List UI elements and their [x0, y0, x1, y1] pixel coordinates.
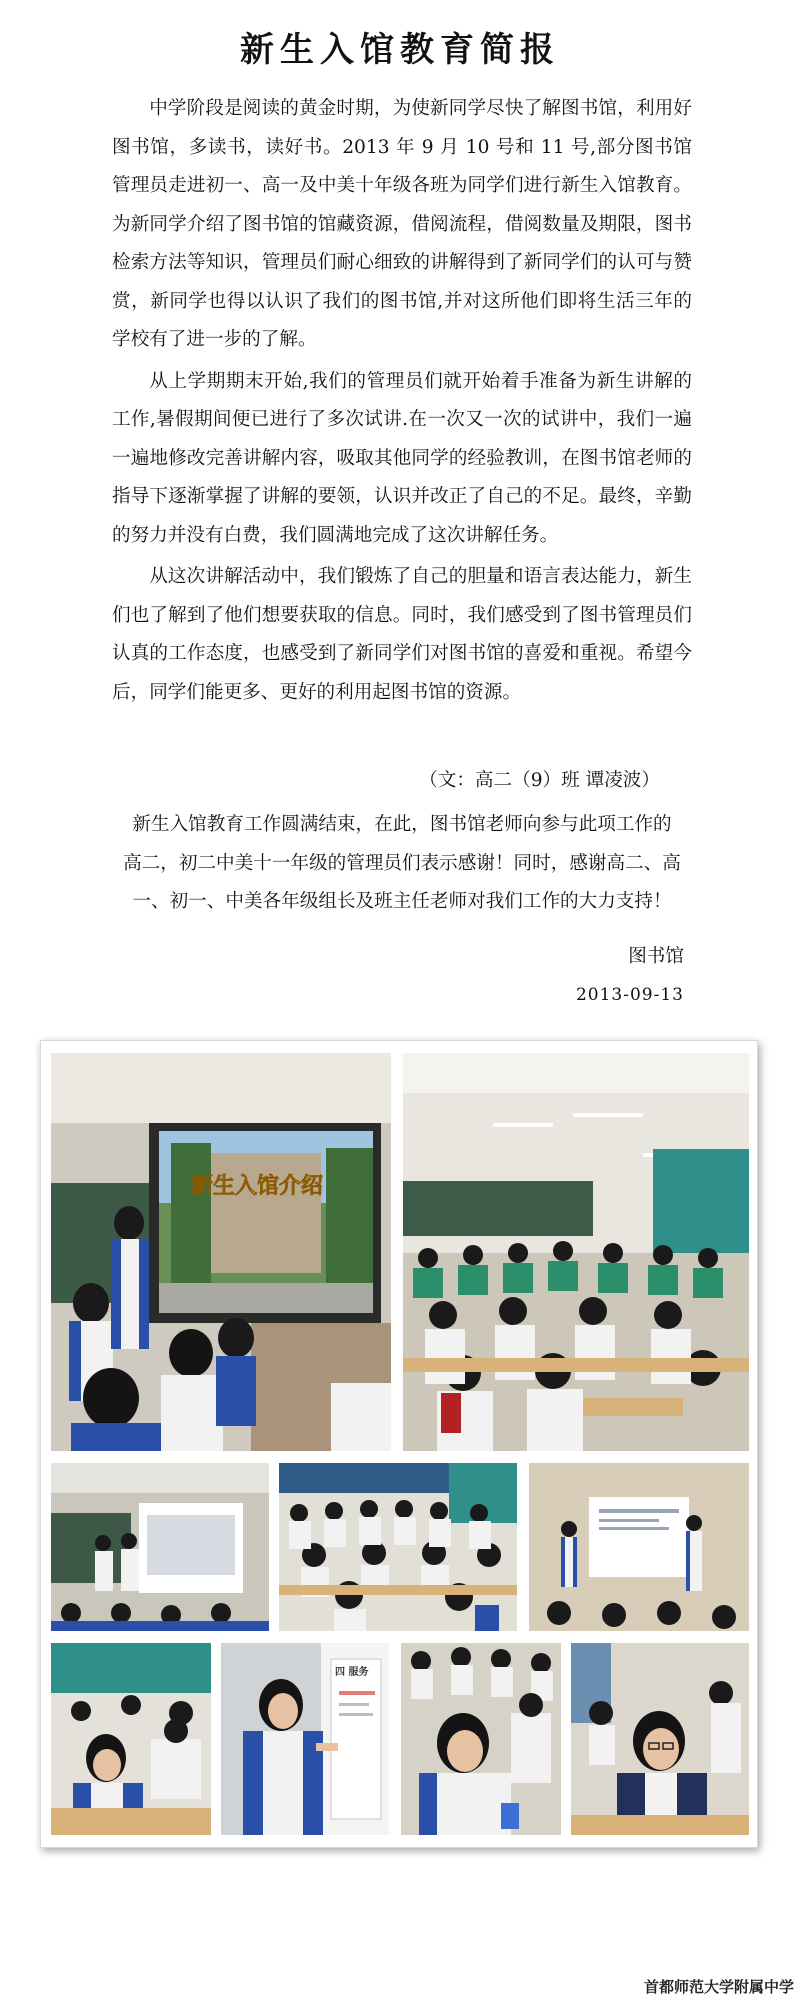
- screen-caption: 新生入馆介绍: [191, 1174, 324, 1199]
- author-credit: （文：高二（9）班 谭凌波）: [419, 770, 660, 791]
- photo-students-writing: [51, 1643, 211, 1835]
- photo-collage: [40, 1040, 758, 1848]
- photo-teacher-slide: [51, 1463, 269, 1631]
- thanks-line-2: 高二，初二中美十一年级的管理员们表示感谢！同时，感谢高二、高: [123, 852, 681, 874]
- photo-girl-pointing: [221, 1643, 389, 1835]
- photo-classroom-wide: [403, 1053, 749, 1451]
- date: 2013-09-13: [575, 985, 684, 1005]
- thanks-note: [112, 806, 692, 922]
- slide-heading: 四 服务: [335, 1667, 369, 1678]
- paragraph-1: 中学阶段是阅读的黄金时期，为使新同学尽快了解图书馆，利用好图书馆，多读书，读好书。2013 年 9 月 10 号和 11 号,部分图书馆管理员走进初一、高一及中美十年级各班为同学们进行新生入馆教育。为新同学介绍了图书馆的馆藏资源，借阅流程，借阅数量及期限，图书检索方法等知识，管理员们耐心细致的讲解得到了新同学们的认可与赞赏，新同学也得以认识了我们的图书馆,并对这所他们即将生活三年的学校有了进一步的了解。: [112, 98, 692, 350]
- article-body: [112, 90, 692, 715]
- photo-girl-listening: [401, 1643, 561, 1835]
- paragraph-3: 从这次讲解活动中，我们锻炼了自己的胆量和语言表达能力，新生们也了解到了他们想要获取的信息。同时，我们感受到了图书管理员们认真的工作态度，也感受到了新同学们对图书馆的喜爱和重视。希望今后，同学们能更多、更好的利用起图书馆的资源。: [112, 566, 692, 703]
- paragraph-2: 从上学期期末开始,我们的管理员们就开始着手准备为新生讲解的工作,暑假期间便已进行了多次试讲.在一次又一次的试讲中，我们一遍一遍地修改完善讲解内容，吸取其他同学的经验教训，在图书馆老师的指导下逐渐掌握了讲解的要领，认识并改正了自己的不足。最终，辛勤的努力并没有白费，我们圆满地完成了这次讲解任务。: [112, 370, 692, 546]
- photo-students-presenting: [529, 1463, 749, 1631]
- signature: 图书馆: [628, 946, 684, 967]
- photo-girl-glasses: [571, 1643, 749, 1835]
- thanks-line-3: 一、初一、中美各年级组长及班主任老师对我们工作的大力支持！: [132, 891, 672, 912]
- page-title: 新生入馆教育简报: [240, 30, 560, 70]
- thanks-line-1: 新生入馆教育工作圆满结束，在此，图书馆老师向参与此项工作的: [132, 814, 672, 835]
- photo-presentation-screen: [51, 1053, 391, 1451]
- photo-class-seated: [279, 1463, 517, 1631]
- school-footer: 首都师范大学附属中学: [643, 1978, 794, 1996]
